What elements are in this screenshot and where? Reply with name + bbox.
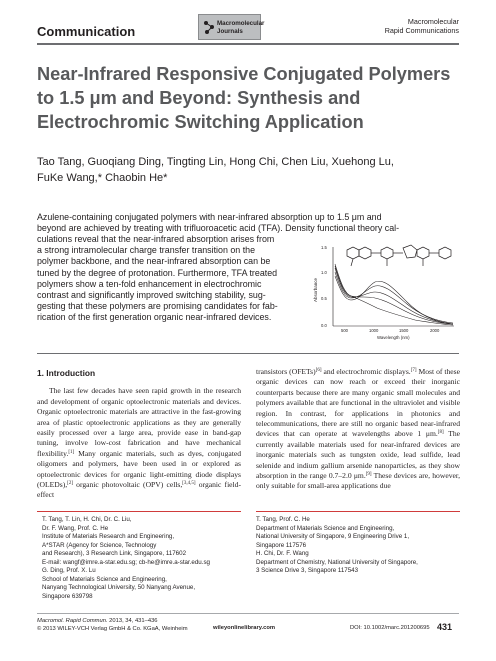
article-title [37,62,457,134]
abstract-line: tuned by the degree of protonation. Furthermore, TFA treated [37,267,278,278]
body-text: Most of these organic devices can now reach or exceed their inorganic counterparts because there are many organic small molecules and polymers available that are functional in the ultraviolet and visible region. In contrast, for applications in photonics and telecommunications, there are still no organic based near-infrared devices that can operate at wavelengths above 1 μm. [256,367,460,439]
x-tick-label: 500 [341,328,348,333]
affiliation-line: Institute of Materials Research and Engineering, [42,533,175,540]
affiliation-line: H. Chi, Dr. F. Wang [256,550,309,557]
section-heading: 1. Introduction [37,368,96,378]
body-text: The last few decades have seen rapid growth in the research and development of organic optoelectronic materials and devices. Organic optoelectronic materials are attractive in the fast-growing area of plastic optoelectronic applications as they are generally easily processed over a large area, provide ease in band-gap tuning, involve low-cost fabrication and have mechanical flexibility. [37,386,241,458]
affiliation-line: and Research), 3 Research Link, Singapore, 117602 [42,550,187,557]
abstract-top [37,212,459,234]
author-line: Tao Tang, Guoqiang Ding, Tingting Lin, Hong Chi, Chen Liu, Xuehong Lu, [37,156,394,168]
header-rule [37,43,459,45]
affiliation-email[interactable]: E-mail: wangf@imre.a-star.edu.sg; cb-he@imre.a-star.edu.sg [42,558,211,566]
abstract-line: culations reveal that the near-infrared absorption arises from [37,234,275,244]
abstract-line: polymer backbone, and the near-infrared absorption can be [37,256,271,267]
author-line: FuKe Wang,* Chaobin He* [37,172,168,184]
abstract-body [37,234,305,324]
website-link[interactable]: wileyonlinelibrary.com [213,625,276,631]
affiliation-line: A*STAR (Agency for Science, Technology [42,541,157,549]
affiliation-line: Department of Chemistry, National University of Singapore, [256,558,418,566]
body-column-left [37,368,241,501]
page-number: 431 [437,622,453,632]
abstract-line: rication of the first generation organic near-infrared devices. [37,312,272,323]
affiliation-line: Dr. F. Wang, Prof. C. He [42,524,109,532]
footer-rule [37,613,459,614]
citation: [3,4,5] [182,481,196,487]
affiliations-right [256,516,452,576]
title-line: to 1.5 μm and Beyond: Synthesis and [37,88,361,108]
citation: [6] [315,368,322,373]
body-text: organic field-effect [37,480,241,500]
journal-volume: 2013, 34, 431–436 [107,618,158,624]
y-tick-label: 1.0 [321,270,327,275]
body-text: organic photovoltaic (OPV) cells, [73,480,183,490]
footer-citation [37,617,188,633]
journal-name-line2: Rapid Communications [384,26,459,35]
affiliation-line: School of Materials Science and Engineering, [42,575,167,583]
x-tick-label: 2000 [430,328,440,333]
structure-sketch [347,245,451,266]
affiliation-line: National University of Singapore, 9 Engineering Drive 1, [256,533,410,540]
abstract-line: Azulene-containing conjugated polymers with near-infrared absorption up to 1.5 μm and [37,212,382,222]
title-line: Electrochromic Switching Application [37,112,364,132]
body-text: The currently available materials used for near-infrared devices are inorganic materials such as tungsten oxide, lead sulfide, lead selenide and indium gallium arsenide nanoparticles, as they show absorption in the range 0.7–2.0 μm. [256,429,460,481]
section-label: Communication [37,24,136,39]
abstract-separator [37,353,459,354]
citation: [9] [365,472,372,478]
abstract-line: beyond are achieved by treating with trifluoroacetic acid (TFA). Density functional theory cal- [37,223,400,234]
body-column-right [256,367,460,492]
affiliation-line: Nanyang Technological University, 50 Nanyang Avenue, [42,584,196,591]
spectrum-curves [335,264,453,325]
affiliation-line: T. Tang, Prof. C. He [256,516,310,523]
author-list [37,154,457,186]
abstract-line: polymers show a ten-fold enhancement in electrochromic [37,278,262,289]
affiliation-line: Department of Materials Science and Engineering, [256,524,395,532]
citation: [7] [410,368,417,373]
y-tick-label: 0.5 [321,296,327,301]
x-tick-label: 1000 [369,328,379,333]
citation: [8] [437,430,444,436]
journal-abbrev: Macromol. Rapid Commun. [37,618,108,624]
affiliations-left [42,516,238,601]
affiliation-line: 3 Science Drive 3, Singapore 117543 [256,567,359,574]
y-tick-label: 1.5 [321,245,327,250]
affiliation-line: G. Ding, Prof. X. Lu [42,567,96,574]
logo-text-line2: Journals [217,28,243,35]
abstract-line: gesting that these polymers are promising candidates for fab- [37,301,278,312]
affiliation-rule [256,511,460,512]
journal-name [385,17,459,35]
citation: [1] [68,449,75,455]
affiliation-rule [37,511,241,512]
title-line: Near-Infrared Responsive Conjugated Polymers [37,64,451,84]
x-tick-label: 1500 [399,328,409,333]
y-axis-label: Absorbance [313,277,318,302]
molecule-icon [202,19,216,36]
intro-paragraph-cont [256,367,460,492]
toc-graphic [311,242,459,342]
body-text: and electrochromic displays. [321,367,411,376]
affiliation-line: Singapore 117576 [256,541,307,549]
copyright: © 2013 WILEY-VCH Verlag GmbH & Co. KGaA, Weinheim [37,626,188,632]
body-text: transistors (OFETs) [256,367,316,376]
affiliation-line: Singapore 639798 [42,592,93,600]
x-axis-label: Wavelength (nm) [377,335,410,340]
body-text: These devices are, however, only suitable for small-area applications due [256,471,460,491]
journal-name-line1: Macromolecular [407,17,459,26]
doi[interactable]: DOI: 10.1002/marc.201200695 [350,625,430,631]
affiliation-line: T. Tang, T. Lin, H. Chi, Dr. C. Liu, [42,516,132,523]
intro-paragraph [37,386,241,500]
y-tick-label: 0.0 [321,323,327,328]
logo-text-line1: Macromolecular [217,20,265,27]
abstract-line: a strong intramolecular charge transfer transition on the [37,245,256,256]
citation: [2] [67,481,73,487]
abstract-line: contrast and significantly improved switching stability, sug- [37,290,266,301]
journal-logo [198,14,265,40]
body-text: Many organic materials, such as dyes, conjugated oligomers and polymers, have been used in or explored as optoelectronic devices for organic light-emitting diode displays (OLEDs), [37,448,241,490]
